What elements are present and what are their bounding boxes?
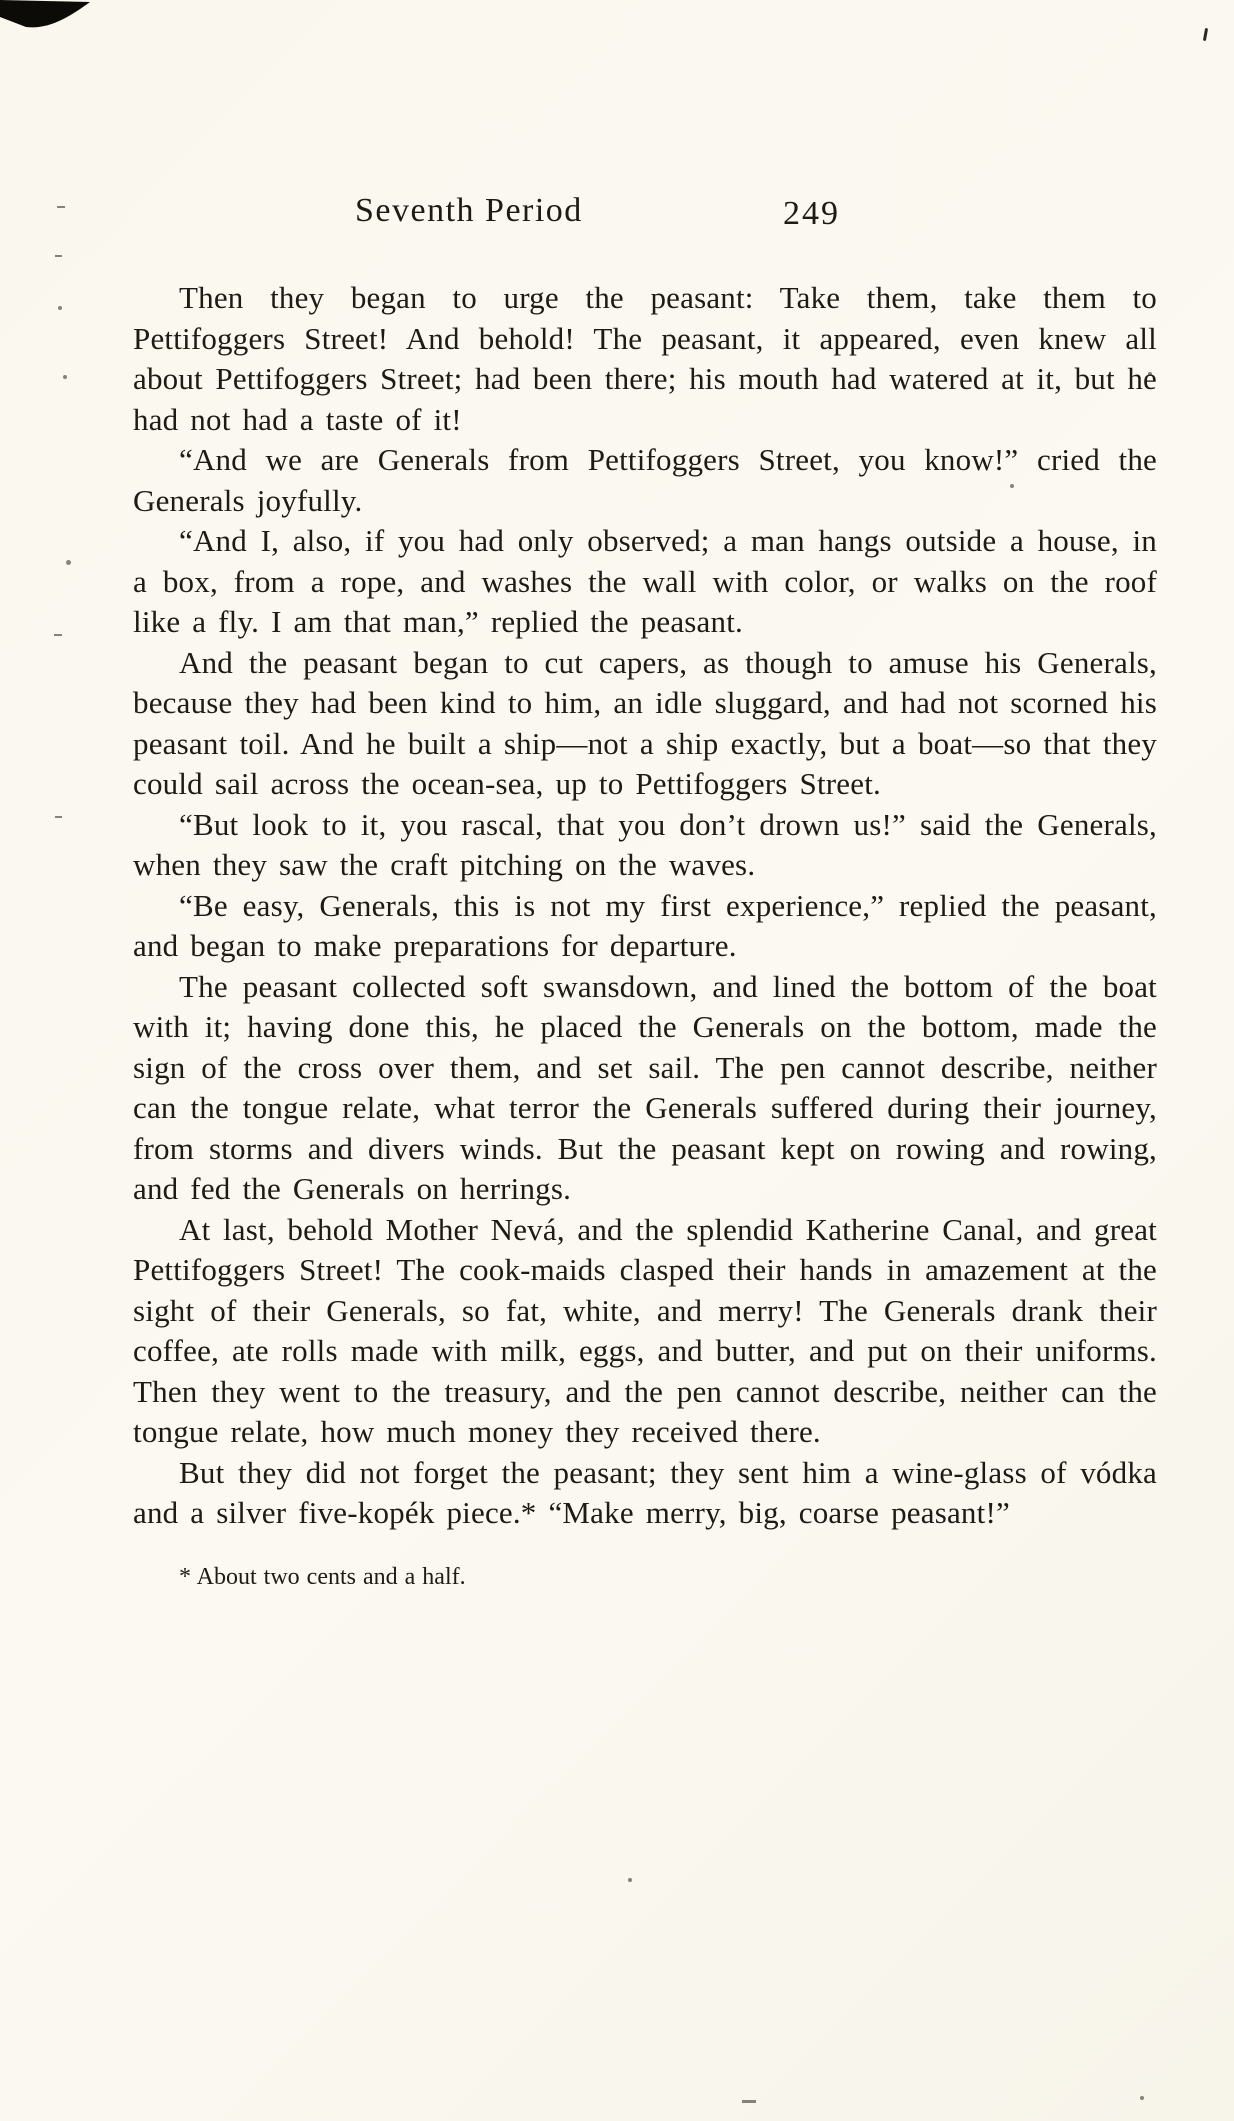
ink-blot-artifact — [0, 0, 94, 38]
paragraph: “And I, also, if you had only observed; a man hangs outside a house, in a box, from a rope, and washes the wall with color, or walks on the roof like a fly. I am that man,” replied the peasant. — [133, 523, 1157, 639]
paragraph: “But look to it, you rascal, that you don’t drown us!” said the Generals, when they saw the craft pitching on the waves. — [133, 806, 1157, 882]
footnote: * About two cents and a half. — [179, 1563, 466, 1590]
running-title: Seventh Period — [355, 192, 583, 229]
scan-speck — [54, 634, 62, 636]
paragraph: And the peasant began to cut capers, as though to amuse his Generals, because they had been kind to him, an idle sluggard, and had not scorned his peasant toil. And he built a ship—not a ship exactly, but a boat—so that they could sail across the ocean-sea, up to Pettifoggers Street. — [133, 644, 1157, 801]
scan-speck — [66, 560, 71, 565]
scan-speck — [742, 2100, 756, 2103]
paragraph: “And we are Generals from Pettifoggers Street, you know!” cried the Generals joyfully. — [133, 442, 1157, 518]
running-head — [133, 192, 1157, 254]
paragraph: “Be easy, Generals, this is not my first experience,” replied the peasant, and began to make preparations for departure. — [133, 887, 1157, 963]
paragraph: The peasant collected soft swansdown, and lined the bottom of the boat with it; having done this, he placed the Generals on the bottom, made the sign of the cross over them, and set sail. The pen cannot describe, neither can the tongue relate, what terror the Generals suffered during their journey, from storms and divers winds. But the peasant kept on rowing and rowing, and fed the Generals on herrings. — [133, 968, 1157, 1206]
scan-tick-mark — [1203, 28, 1208, 41]
scan-speck — [55, 816, 62, 818]
scan-speck — [1140, 2096, 1144, 2100]
paragraph: Then they began to urge the peasant: Take them, take them to Pettifoggers Street! And behold! The peasant, it appeared, even knew all about Pettifoggers Street; had been there; his mouth had watered at it, but he had not had a taste of it! — [133, 280, 1157, 437]
page-number: 249 — [783, 195, 840, 232]
type-area — [133, 192, 1157, 1592]
body-text — [133, 278, 1157, 1534]
paragraph: But they did not forget the peasant; they sent him a wine-glass of vódka and a silver five-kopék piece.* “Make merry, big, coarse peasant!” — [133, 1454, 1157, 1530]
scan-speck — [63, 375, 67, 379]
paragraph: At last, behold Mother Nevá, and the splendid Katherine Canal, and great Pettifoggers Street! The cook-maids clasped their hands in amazement at the sight of their Generals, so fat, white, and merry! The Generals drank their coffee, ate rolls made with milk, eggs, and butter, and put on their uniforms. Then they went to the treasury, and the pen cannot describe, neither can the tongue relate, how much money they received there. — [133, 1211, 1157, 1449]
scan-speck — [57, 206, 65, 208]
scan-speck — [58, 306, 62, 310]
scan-speck — [628, 1878, 632, 1882]
scan-speck — [55, 255, 62, 257]
